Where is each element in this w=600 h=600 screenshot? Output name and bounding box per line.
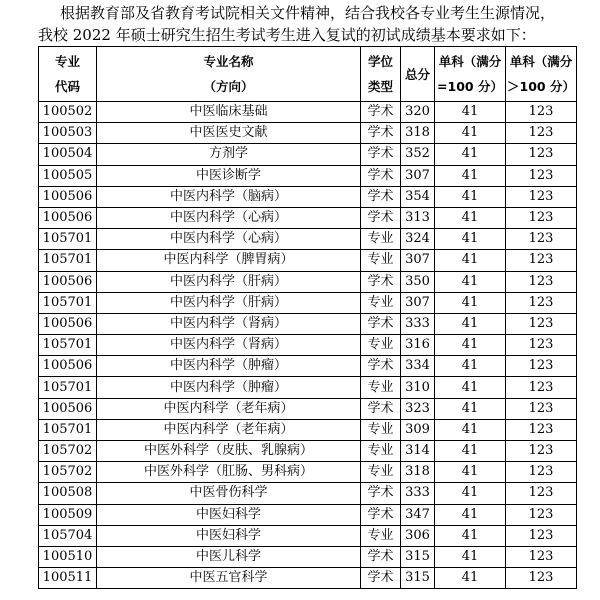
table-row xyxy=(39,356,577,377)
cell-single-100: 41 xyxy=(435,483,506,504)
cell-total: 316 xyxy=(401,335,435,356)
cell-total: 314 xyxy=(401,441,435,462)
cell-name: 中医诊断学 xyxy=(97,165,361,186)
cell-single-over-100: 123 xyxy=(506,186,577,207)
cell-single-100: 41 xyxy=(435,313,506,334)
cell-degree-type: 学术 xyxy=(361,356,401,377)
cell-single-over-100: 123 xyxy=(506,292,577,313)
cell-single-over-100: 123 xyxy=(506,568,577,589)
cell-single-100: 41 xyxy=(435,546,506,567)
cell-name: 中医儿科学 xyxy=(97,546,361,567)
cell-total: 354 xyxy=(401,186,435,207)
cell-degree-type: 学术 xyxy=(361,546,401,567)
cell-code: 105702 xyxy=(39,462,97,483)
cell-name: 中医骨伤科学 xyxy=(97,483,361,504)
cell-code: 100504 xyxy=(39,144,97,165)
cell-code: 105701 xyxy=(39,419,97,440)
table-row xyxy=(39,441,577,462)
cell-total: 347 xyxy=(401,504,435,525)
cell-single-over-100: 123 xyxy=(506,356,577,377)
cell-name: 中医内科学（老年病） xyxy=(97,398,361,419)
cell-name: 中医外科学（皮肤、乳腺病） xyxy=(97,441,361,462)
cell-name: 中医外科学（肛肠、男科病） xyxy=(97,462,361,483)
cell-degree-type: 学术 xyxy=(361,102,401,123)
cell-single-over-100: 123 xyxy=(506,250,577,271)
cell-single-100: 41 xyxy=(435,419,506,440)
cell-single-over-100: 123 xyxy=(506,483,577,504)
cell-total: 307 xyxy=(401,165,435,186)
cell-total: 310 xyxy=(401,377,435,398)
cell-single-over-100: 123 xyxy=(506,441,577,462)
table-row xyxy=(39,102,577,123)
cell-total: 334 xyxy=(401,356,435,377)
cell-name: 中医内科学（脾胃病） xyxy=(97,250,361,271)
cell-code: 100502 xyxy=(39,102,97,123)
cell-degree-type: 专业 xyxy=(361,377,401,398)
cell-single-over-100: 123 xyxy=(506,102,577,123)
table-row xyxy=(39,335,577,356)
cell-name: 中医妇科学 xyxy=(97,525,361,546)
table-row xyxy=(39,292,577,313)
cell-name: 中医内科学（肝病） xyxy=(97,292,361,313)
cell-single-over-100: 123 xyxy=(506,398,577,419)
table-row xyxy=(39,525,577,546)
cell-degree-type: 学术 xyxy=(361,123,401,144)
cell-single-over-100: 123 xyxy=(506,377,577,398)
cell-single-over-100: 123 xyxy=(506,313,577,334)
header-single-100: 单科（满分 =100 分） xyxy=(435,47,506,102)
table-row xyxy=(39,419,577,440)
cell-single-100: 41 xyxy=(435,123,506,144)
cell-single-over-100: 123 xyxy=(506,335,577,356)
header-name: 专业名称 （方向） xyxy=(97,47,361,102)
cell-single-over-100: 123 xyxy=(506,123,577,144)
table-row xyxy=(39,504,577,525)
cell-degree-type: 学术 xyxy=(361,144,401,165)
cell-name: 中医妇科学 xyxy=(97,504,361,525)
cell-degree-type: 学术 xyxy=(361,313,401,334)
cell-degree-type: 学术 xyxy=(361,483,401,504)
cell-degree-type: 学术 xyxy=(361,271,401,292)
cell-code: 100506 xyxy=(39,356,97,377)
cell-single-over-100: 123 xyxy=(506,462,577,483)
cell-single-100: 41 xyxy=(435,250,506,271)
cell-single-100: 41 xyxy=(435,398,506,419)
cell-single-100: 41 xyxy=(435,292,506,313)
cell-code: 100506 xyxy=(39,186,97,207)
cell-name: 中医医史文献 xyxy=(97,123,361,144)
cell-degree-type: 专业 xyxy=(361,462,401,483)
cell-total: 307 xyxy=(401,292,435,313)
cell-single-100: 41 xyxy=(435,356,506,377)
cell-name: 中医内科学（肿瘤） xyxy=(97,356,361,377)
cell-single-over-100: 123 xyxy=(506,144,577,165)
cell-single-100: 41 xyxy=(435,102,506,123)
cell-code: 105704 xyxy=(39,525,97,546)
cell-single-over-100: 123 xyxy=(506,546,577,567)
cell-code: 100506 xyxy=(39,271,97,292)
cell-degree-type: 专业 xyxy=(361,250,401,271)
cell-code: 105701 xyxy=(39,229,97,250)
cell-single-over-100: 123 xyxy=(506,504,577,525)
cell-single-100: 41 xyxy=(435,271,506,292)
cell-name: 中医内科学（肝病） xyxy=(97,271,361,292)
cell-name: 中医内科学（肾病） xyxy=(97,313,361,334)
cell-single-over-100: 123 xyxy=(506,229,577,250)
table-row xyxy=(39,377,577,398)
cell-degree-type: 专业 xyxy=(361,229,401,250)
table-row xyxy=(39,483,577,504)
header-single-over-100: 单科（满分 ＞100 分） xyxy=(506,47,577,102)
cell-degree-type: 专业 xyxy=(361,525,401,546)
table-row xyxy=(39,186,577,207)
cell-single-over-100: 123 xyxy=(506,419,577,440)
cell-total: 333 xyxy=(401,313,435,334)
cell-single-100: 41 xyxy=(435,144,506,165)
cell-single-100: 41 xyxy=(435,525,506,546)
table-row xyxy=(39,144,577,165)
table-row xyxy=(39,271,577,292)
table-row xyxy=(39,207,577,228)
cell-single-over-100: 123 xyxy=(506,525,577,546)
cell-code: 100505 xyxy=(39,165,97,186)
cell-single-over-100: 123 xyxy=(506,165,577,186)
cell-total: 309 xyxy=(401,419,435,440)
cell-single-over-100: 123 xyxy=(506,207,577,228)
cell-single-100: 41 xyxy=(435,441,506,462)
cell-total: 324 xyxy=(401,229,435,250)
cell-code: 100510 xyxy=(39,546,97,567)
cell-total: 323 xyxy=(401,398,435,419)
cell-total: 318 xyxy=(401,462,435,483)
cell-total: 352 xyxy=(401,144,435,165)
cell-degree-type: 专业 xyxy=(361,441,401,462)
table-header xyxy=(39,47,577,102)
cell-name: 中医内科学（心病） xyxy=(97,229,361,250)
cell-name: 中医临床基础 xyxy=(97,102,361,123)
table-row xyxy=(39,123,577,144)
cell-degree-type: 学术 xyxy=(361,568,401,589)
cell-name: 中医内科学（脑病） xyxy=(97,186,361,207)
cell-code: 100506 xyxy=(39,398,97,419)
cell-degree-type: 专业 xyxy=(361,292,401,313)
cell-name: 中医内科学（老年病） xyxy=(97,419,361,440)
cell-code: 100506 xyxy=(39,207,97,228)
cell-name: 中医内科学（肾病） xyxy=(97,335,361,356)
cell-code: 105702 xyxy=(39,441,97,462)
table-row xyxy=(39,165,577,186)
cell-total: 306 xyxy=(401,525,435,546)
header-degree-type: 学位 类型 xyxy=(361,47,401,102)
cell-degree-type: 专业 xyxy=(361,335,401,356)
cell-degree-type: 学术 xyxy=(361,186,401,207)
cell-single-over-100: 123 xyxy=(506,271,577,292)
table-row xyxy=(39,398,577,419)
cell-single-100: 41 xyxy=(435,207,506,228)
table-row xyxy=(39,568,577,589)
cell-name: 中医内科学（肿瘤） xyxy=(97,377,361,398)
cell-code: 105701 xyxy=(39,377,97,398)
cell-code: 100509 xyxy=(39,504,97,525)
header-row xyxy=(39,47,577,102)
table-row xyxy=(39,546,577,567)
cell-degree-type: 学术 xyxy=(361,207,401,228)
cell-single-100: 41 xyxy=(435,568,506,589)
intro-paragraph-line-2: 我校 2022 年硕士研究生招生考试考生进入复试的初试成绩基本要求如下： xyxy=(38,26,536,44)
table-row xyxy=(39,313,577,334)
cell-code: 105701 xyxy=(39,250,97,271)
cell-total: 313 xyxy=(401,207,435,228)
cell-total: 318 xyxy=(401,123,435,144)
cell-name: 中医内科学（心病） xyxy=(97,207,361,228)
cell-single-100: 41 xyxy=(435,229,506,250)
cell-single-100: 41 xyxy=(435,186,506,207)
cell-code: 100511 xyxy=(39,568,97,589)
cell-code: 100503 xyxy=(39,123,97,144)
header-total: 总分 xyxy=(401,47,435,102)
table-row xyxy=(39,462,577,483)
cell-total: 315 xyxy=(401,568,435,589)
cell-total: 315 xyxy=(401,546,435,567)
cell-degree-type: 专业 xyxy=(361,419,401,440)
header-code: 专业 代码 xyxy=(39,47,97,102)
score-requirements-table xyxy=(38,46,577,589)
cell-total: 350 xyxy=(401,271,435,292)
cell-single-100: 41 xyxy=(435,335,506,356)
cell-degree-type: 学术 xyxy=(361,504,401,525)
cell-single-100: 41 xyxy=(435,504,506,525)
cell-name: 中医五官科学 xyxy=(97,568,361,589)
cell-code: 100506 xyxy=(39,313,97,334)
cell-total: 333 xyxy=(401,483,435,504)
cell-degree-type: 学术 xyxy=(361,165,401,186)
cell-single-100: 41 xyxy=(435,377,506,398)
cell-total: 320 xyxy=(401,102,435,123)
table-row xyxy=(39,229,577,250)
cell-code: 105701 xyxy=(39,292,97,313)
cell-code: 100508 xyxy=(39,483,97,504)
cell-name: 方剂学 xyxy=(97,144,361,165)
table-row xyxy=(39,250,577,271)
cell-single-100: 41 xyxy=(435,462,506,483)
cell-total: 307 xyxy=(401,250,435,271)
cell-degree-type: 学术 xyxy=(361,398,401,419)
intro-paragraph-line-1: 根据教育部及省教育考试院相关文件精神，结合我校各专业考生生源情况， xyxy=(60,4,556,22)
cell-single-100: 41 xyxy=(435,165,506,186)
table-body xyxy=(39,102,577,589)
cell-code: 105701 xyxy=(39,335,97,356)
